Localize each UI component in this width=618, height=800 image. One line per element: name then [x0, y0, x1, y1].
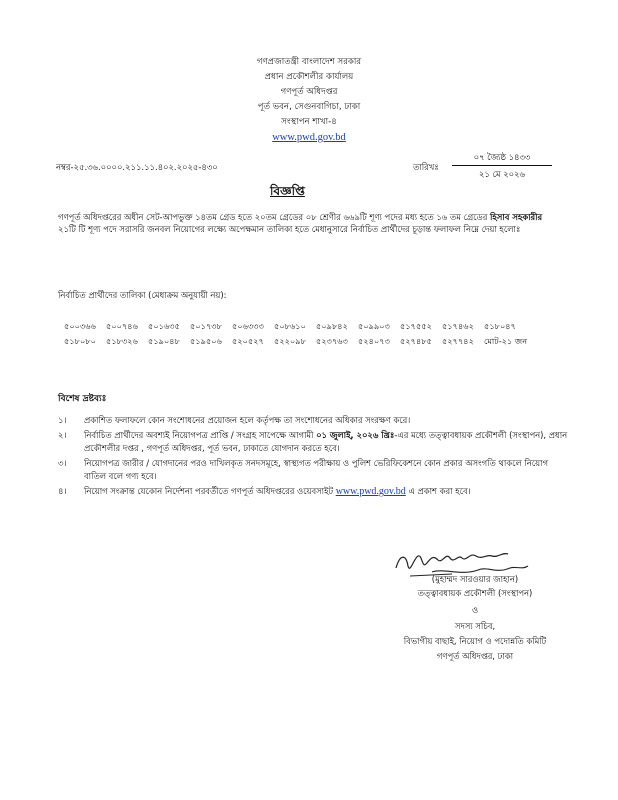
roll-number: ৫২৭৪৮৫	[400, 336, 432, 346]
note-item	[58, 429, 568, 454]
roll-number: ৫০৯৮৪২	[316, 321, 348, 331]
notes-heading: বিশেষ দ্রষ্টব্যঃ	[58, 394, 107, 404]
note-number: ২।	[58, 430, 67, 441]
roll-number: ৫১৯৫০৬	[190, 336, 222, 346]
body-text-before: গণপূর্ত অধিদপ্তরের অধীন সেট-আপভুক্ত ১৪তম গ্রেড হতে ২০তম গ্রেডের ০৮ শ্রেণীর ৬৬৯টি শূণ্য পদের মধ্য হতে ১৬ তম গ্রেডের	[58, 212, 490, 222]
note-text: নিয়োগপত্র জারীর / যোগদানের পরও দাখিলকৃত সনদসমূহে, স্বাস্থ্যগত পরীক্ষায় ও পুলিশ ভেরিফিকেশনে কোন প্রকার অসংগতি থাকলে নিয়োগ বাতিল বলে গণ্য হবে।	[84, 458, 549, 481]
signatory-committee: বিভাগীয় বাছাই, নিয়োগ ও পদোন্নতি কমিটি	[403, 636, 547, 646]
note-number: ৪।	[58, 486, 67, 497]
signatory-name: (মুহাম্মদ সারওয়ার জাহান)	[431, 574, 519, 584]
joining-deadline: ০১ জুলাই, ২০২৬ খ্রিঃ	[316, 430, 395, 441]
memo-number: নম্বর-২৫.৩৬.০০০০.২১১.১১.৪০২.২০২৫-৪৩০	[56, 162, 218, 172]
note-text-pre: নিয়োগ সংক্রান্ত যেকোন নির্দেশনা পরবর্তীতে গণপূর্ত অধিদপ্তরের ওয়েবসাইট	[84, 486, 336, 497]
total-count: মোট-২১ জন	[484, 336, 528, 346]
roll-number: ৫১৯০৪৮	[148, 336, 180, 346]
candidate-row-1	[64, 321, 526, 331]
roll-number: ৫০৬৩৩৩	[232, 321, 264, 331]
body-text-after: ২১টি টি শূণ্য পদে সরাসরি জনবল নিয়োগের লক্ষ্যে অপেক্ষমান তালিকা হতে মেধানুসারে নির্বাচিত প্রার্থীদের চূড়ান্ত ফলাফল নিম্নে দেয়া হলোঃ	[58, 224, 521, 235]
candidate-list-heading: নির্বাচিত প্রার্থীদের তালিকা (মেধাক্রম অনুযায়ী নয়):	[58, 290, 227, 300]
roll-number: ৫২০৫২৭	[232, 336, 264, 346]
roll-number: ৫২৩৭৬৩	[316, 336, 348, 346]
roll-number: ৫০৯৯০৩	[358, 321, 390, 331]
roll-number: ৫০৮৬১০	[274, 321, 306, 331]
header-line-government: গণপ্রজাতন্ত্রী বাংলাদেশ সরকার	[256, 57, 362, 67]
signatory-block	[360, 574, 590, 661]
roll-number: ৫১৮০৮০	[64, 336, 96, 346]
note-number: ১।	[58, 415, 67, 425]
roll-number: ৫০১৬৩৫	[148, 321, 180, 331]
note-number: ৩।	[58, 458, 67, 469]
note-text-post: -এর মধ্যে তত্ত্বাবধায়ক প্রকৌশলী (সংস্থাপন), প্রধান প্রকৌশলীর দপ্তর , গণপূর্ত অধিদপ্তর, পূর্ত ভবন, ঢাকাতে যোগদান করতে হবে।	[84, 430, 568, 453]
note-text-post: এ প্রকাশ করা হবে।	[405, 486, 471, 497]
header-line-office: প্রধান প্রকৌশলীর কার্যালয়	[264, 72, 354, 82]
note-item	[58, 457, 568, 482]
signatory-conjunction: ও	[471, 605, 479, 615]
header-line-address: পূর্ত ভবন, সেগুনবাগিচা, ঢাকা	[257, 102, 361, 112]
roll-number: ৫২২০৯৮	[274, 336, 306, 346]
roll-number: ৫১৭৪৬২	[442, 321, 474, 331]
roll-number: ৫০০৩৬৬	[64, 321, 96, 331]
header-line-department: গণপূর্ত অধিদপ্তর	[280, 87, 338, 97]
header-line-section: সংস্থাপন শাখা-৪	[281, 117, 337, 127]
roll-number: ৫১৭৫৫২	[400, 321, 432, 331]
roll-number: ৫১৮০৪৭	[484, 321, 516, 331]
roll-number: ৫০১৭৩৮	[190, 321, 222, 331]
candidate-row-2	[64, 336, 534, 346]
note-text	[84, 485, 471, 500]
note-item	[58, 485, 568, 500]
note-text	[84, 429, 568, 454]
signatory-office: গণপূর্ত অধিদপ্তর, ঢাকা	[436, 650, 514, 661]
notes-list	[58, 414, 568, 503]
memo-date-english: ২১ মে ২০২৬	[478, 169, 526, 179]
note-text: প্রকাশিত ফলাফলে কোন সংশোধনের প্রয়োজন হলে কর্তৃপক্ষ তা সংশোধনের অধিকার সংরক্ষণ করে।	[84, 415, 411, 425]
note-website-link[interactable]: www.pwd.gov.bd	[335, 486, 406, 498]
memo-date-label: তারিখঃ	[413, 162, 439, 172]
header-website-wrap	[0, 131, 618, 144]
roll-number: ৫২৪০৭৩	[358, 336, 390, 346]
signatory-designation: তত্ত্বাবধায়ক প্রকৌশলী (সংস্থাপন)	[417, 587, 533, 598]
notice-body	[58, 211, 560, 236]
note-text-pre: নির্বাচিত প্রার্থীদের অবশ্যই নিয়োগপত্র প্রাপ্তি / সংগ্রহ সাপেক্ষে আগামী	[84, 430, 317, 441]
roll-number: ৫২৭৭৪২	[442, 336, 474, 346]
roll-number: ৫১৮৩২৬	[106, 336, 138, 346]
note-item	[58, 414, 568, 426]
notice-title: বিজ্ঞপ্তি	[270, 184, 305, 198]
roll-number: ৫০০৭৪৬	[106, 321, 138, 331]
body-post-name: হিসাব সহকারীর	[489, 212, 543, 222]
signatory-role: সদস্য সচিব,	[454, 620, 496, 631]
memo-date-bangla: ০৭ জ্যৈষ্ঠ ১৪৩৩	[452, 152, 552, 166]
header-website-link[interactable]: www.pwd.gov.bd	[272, 132, 346, 143]
